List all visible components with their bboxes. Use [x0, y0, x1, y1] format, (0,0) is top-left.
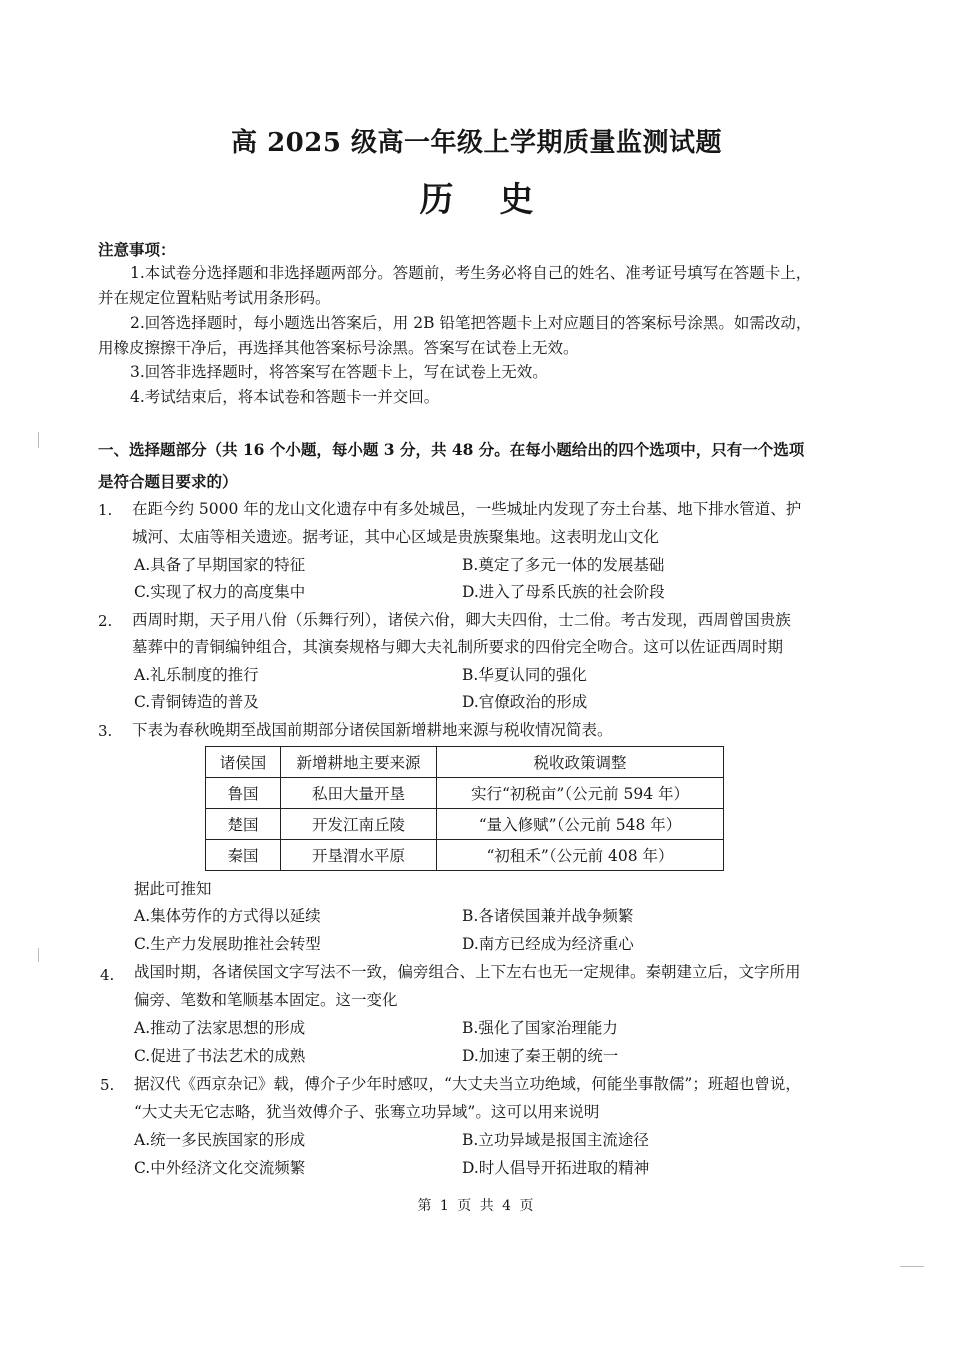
table-cell: 秦国	[206, 840, 281, 871]
question-3-option-c: C.生产力发展助推社会转型	[134, 935, 321, 953]
table-row	[206, 809, 724, 840]
table-cell: “初租禾”（公元前 408 年）	[437, 840, 724, 871]
question-1-option-b: B.奠定了多元一体的发展基础	[462, 556, 665, 574]
question-3-option-d: D.南方已经成为经济重心	[462, 935, 634, 953]
question-3-stem: 下表为春秋晚期至战国前期部分诸侯国新增耕地来源与税收情况简表。	[132, 721, 613, 739]
question-4-option-c: C.促进了书法艺术的成熟	[134, 1047, 306, 1065]
question-4-stem-line-2: 偏旁、笔数和笔顺基本固定。这一变化	[134, 991, 398, 1009]
page-number: 第 1 页 共 4 页	[417, 1198, 536, 1214]
table-header-cell: 新增耕地主要来源	[281, 747, 437, 778]
question-4-number: 4.	[100, 966, 115, 984]
question-1-option-c: C.实现了权力的高度集中	[134, 583, 306, 601]
question-2-stem-line-2: 墓葬中的青铜编钟组合，其演奏规格与卿大夫礼制所要求的四佾完全吻合。这可以佐证西周时期	[132, 638, 784, 656]
table-cell: 开垦渭水平原	[281, 840, 437, 871]
table-cell: 楚国	[206, 809, 281, 840]
question-3-number: 3.	[98, 722, 113, 740]
table-cell: 私田大量开垦	[281, 778, 437, 809]
scan-mark	[38, 948, 39, 962]
question-4-option-a: A.推动了法家思想的形成	[134, 1019, 306, 1037]
question-3-option-a: A.集体劳作的方式得以延续	[134, 907, 321, 925]
note-1-line-1: 1.本试卷分选择题和非选择题两部分。答题前，考生务必将自己的姓名、准考证号填写在答题卡上，	[130, 264, 812, 282]
question-2-number: 2.	[98, 612, 113, 630]
question-2-stem-line-1: 西周时期，天子用八佾（乐舞行列），诸侯六佾，卿大夫四佾，士二佾。考古发现，西周曾国贵族	[132, 611, 791, 629]
note-1-line-2: 并在规定位置粘贴考试用条形码。	[98, 289, 331, 307]
question-5-stem-line-1: 据汉代《西京杂记》载，傅介子少年时感叹，“大丈夫当立功绝域，何能坐事散儒”；班超也曾说，	[134, 1075, 801, 1093]
question-1-stem-line-1: 在距今约 5000 年的龙山文化遗存中有多处城邑，一些城址内发现了夯土台基、地下排水管道、护	[132, 500, 802, 518]
question-5-option-b: B.立功异域是报国主流途径	[462, 1131, 649, 1149]
table-header-cell: 诸侯国	[206, 747, 281, 778]
question-3-after-text: 据此可推知	[134, 880, 212, 898]
exam-title: 高 2025 级高一年级上学期质量监测试题	[231, 128, 722, 158]
question-5-option-c: C.中外经济文化交流频繁	[134, 1159, 306, 1177]
table-cell: “量入修赋”（公元前 548 年）	[437, 809, 724, 840]
question-2-option-c: C.青铜铸造的普及	[134, 693, 259, 711]
tax-table	[205, 746, 724, 871]
table-cell: 开发江南丘陵	[281, 809, 437, 840]
question-1-number: 1.	[98, 501, 113, 519]
scan-mark	[38, 432, 39, 448]
subject-title: 历史	[419, 180, 580, 220]
table-row	[206, 778, 724, 809]
question-1-option-a: A.具备了早期国家的特征	[134, 556, 306, 574]
section-heading-line-2: 是符合题目要求的）	[98, 472, 238, 491]
section-heading-line-1: 一、选择题部分（共 16 个小题，每小题 3 分，共 48 分。在每小题给出的四个选项中，只有一个选项	[98, 440, 805, 459]
note-2-line-1: 2.回答选择题时，每小题选出答案后，用 2B 铅笔把答题卡上对应题目的答案标号涂黑。如需改动，	[130, 314, 812, 332]
note-4: 4.考试结束后，将本试卷和答题卡一并交回。	[130, 388, 440, 406]
question-5-number: 5.	[100, 1076, 115, 1094]
question-4-option-b: B.强化了国家治理能力	[462, 1019, 618, 1037]
table-header-cell: 税收政策调整	[437, 747, 724, 778]
question-1-option-d: D.进入了母系氏族的社会阶段	[462, 583, 665, 601]
table-cell: 鲁国	[206, 778, 281, 809]
question-5-option-a: A.统一多民族国家的形成	[134, 1131, 306, 1149]
question-5-stem-line-2: “大丈夫无它志略，犹当效傅介子、张骞立功异域”。这可以用来说明	[134, 1103, 600, 1121]
table-header-row	[206, 747, 724, 778]
question-1-stem-line-2: 城河、太庙等相关遗迹。据考证，其中心区域是贵族聚集地。这表明龙山文化	[132, 528, 660, 546]
question-2-option-d: D.官僚政治的形成	[462, 693, 588, 711]
question-5-option-d: D.时人倡导开拓进取的精神	[462, 1159, 650, 1177]
table-row	[206, 840, 724, 871]
notes-heading: 注意事项：	[98, 240, 176, 259]
note-2-line-2: 用橡皮擦擦干净后，再选择其他答案标号涂黑。答案写在试卷上无效。	[98, 339, 579, 357]
note-3: 3.回答非选择题时，将答案写在答题卡上，写在试卷上无效。	[130, 363, 548, 381]
question-2-option-b: B.华夏认同的强化	[462, 666, 587, 684]
question-4-stem-line-1: 战国时期，各诸侯国文字写法不一致，偏旁组合、上下左右也无一定规律。秦朝建立后，文字所用	[134, 963, 801, 981]
question-2-option-a: A.礼乐制度的推行	[134, 666, 259, 684]
scan-mark	[900, 1266, 924, 1267]
table-cell: 实行“初税亩”（公元前 594 年）	[437, 778, 724, 809]
question-4-option-d: D.加速了秦王朝的统一	[462, 1047, 619, 1065]
question-3-option-b: B.各诸侯国兼并战争频繁	[462, 907, 634, 925]
